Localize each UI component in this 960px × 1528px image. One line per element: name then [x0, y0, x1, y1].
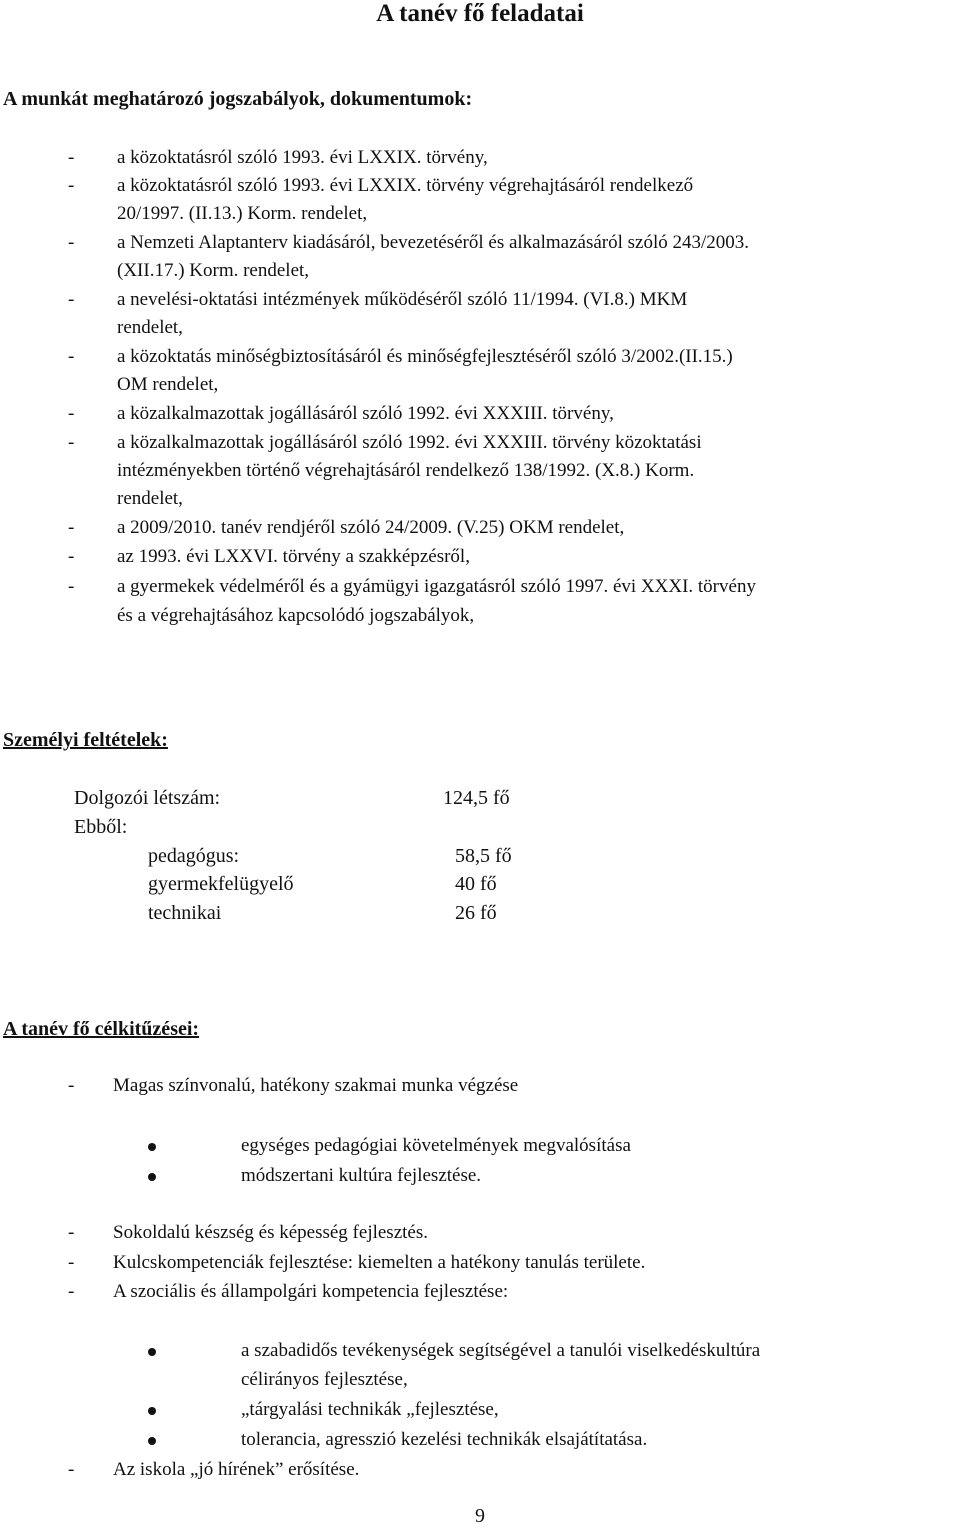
goal-subitem: módszertani kultúra fejlesztése.	[241, 1165, 482, 1186]
staff-row-value: 58,5 fő	[455, 845, 512, 867]
goal-subitem: egységes pedagógiai követelmények megvalósítása	[241, 1135, 631, 1156]
list-dash: -	[68, 346, 75, 367]
staff-row-label: technikai	[148, 902, 222, 924]
list-dash: -	[68, 175, 75, 196]
goal-subitem-continued: célirányos fejlesztése,	[241, 1369, 408, 1390]
list-dash: -	[68, 546, 75, 567]
list-item: a 2009/2010. tanév rendjéről szóló 24/2009. (V.25) OKM rendelet,	[117, 517, 625, 538]
list-item-continued: intézményekben történő végrehajtásáról rendelkező 138/1992. (X.8.) Korm.	[117, 460, 695, 481]
goal-subitem: tolerancia, agresszió kezelési technikák elsajátítatása.	[241, 1429, 648, 1450]
list-item-continued: 20/1997. (II.13.) Korm. rendelet,	[117, 203, 368, 224]
goal-item: Az iskola „jó hírének” erősítése.	[113, 1459, 360, 1480]
list-item-continued: OM rendelet,	[117, 374, 219, 395]
list-dash: -	[68, 1252, 75, 1273]
list-item: a közoktatásról szóló 1993. évi LXXIX. törvény végrehajtásáról rendelkező	[117, 175, 694, 196]
list-item: a közoktatásról szóló 1993. évi LXXIX. törvény,	[117, 147, 488, 168]
list-item: a Nemzeti Alaptanterv kiadásáról, bevezetéséről és alkalmazásáról szóló 243/2003.	[117, 232, 750, 253]
goal-item: A szociális és állampolgári kompetencia fejlesztése:	[113, 1281, 509, 1302]
staff-total-value: 124,5 fő	[443, 787, 510, 809]
laws-heading: A munkát meghatározó jogszabályok, dokumentumok:	[3, 88, 473, 110]
staff-row-value: 40 fő	[455, 873, 497, 895]
page-title: A tanév fő feladatai	[376, 0, 584, 27]
staff-row-value: 26 fő	[455, 902, 497, 924]
list-item-continued: (XII.17.) Korm. rendelet,	[117, 260, 310, 281]
list-dash: -	[68, 517, 75, 538]
goal-item: Magas színvonalú, hatékony szakmai munka végzése	[113, 1075, 519, 1096]
list-dash: -	[68, 1075, 75, 1096]
goal-subitem: a szabadidős tevékenységek segítségével a tanulói viselkedéskultúra	[241, 1340, 761, 1361]
bullet-icon	[148, 1173, 156, 1181]
staff-of-which-label: Ebből:	[74, 816, 128, 838]
list-dash: -	[68, 576, 75, 597]
list-dash: -	[68, 1459, 75, 1480]
bullet-icon	[148, 1407, 156, 1415]
goals-heading: A tanév fő célkitűzései:	[3, 1018, 200, 1040]
list-item: a nevelési-oktatási intézmények működéséről szóló 11/1994. (VI.8.) MKM	[117, 289, 688, 310]
list-dash: -	[68, 432, 75, 453]
list-item: a közalkalmazottak jogállásáról szóló 1992. évi XXXIII. törvény közoktatási	[117, 432, 702, 453]
list-item: a gyermekek védelméről és a gyámügyi igazgatásról szóló 1997. évi XXXI. törvény	[117, 576, 756, 597]
list-item-continued: rendelet,	[117, 488, 183, 509]
list-dash: -	[68, 1281, 75, 1302]
goal-subitem: „tárgyalási technikák „fejlesztése,	[241, 1399, 499, 1420]
list-item-continued: rendelet,	[117, 317, 183, 338]
bullet-icon	[148, 1143, 156, 1151]
goal-item: Sokoldalú készség és képesség fejlesztés.	[113, 1222, 428, 1243]
list-item: az 1993. évi LXXVI. törvény a szakképzésről,	[117, 546, 470, 567]
staff-heading: Személyi feltételek:	[3, 729, 168, 751]
staff-row-label: pedagógus:	[148, 845, 240, 867]
list-dash: -	[68, 1222, 75, 1243]
list-dash: -	[68, 289, 75, 310]
list-item: a közoktatás minőségbiztosításáról és minőségfejlesztéséről szóló 3/2002.(II.15.)	[117, 346, 733, 367]
staff-row-label: gyermekfelügyelő	[148, 873, 294, 895]
page-number: 9	[475, 1505, 485, 1527]
list-item: a közalkalmazottak jogállásáról szóló 1992. évi XXXIII. törvény,	[117, 403, 614, 424]
staff-total-label: Dolgozói létszám:	[74, 787, 221, 809]
bullet-icon	[148, 1437, 156, 1445]
list-dash: -	[68, 403, 75, 424]
goal-item: Kulcskompetenciák fejlesztése: kiemelten a hatékony tanulás területe.	[113, 1252, 646, 1273]
list-dash: -	[68, 232, 75, 253]
list-item-continued: és a végrehajtásához kapcsolódó jogszabályok,	[117, 605, 475, 626]
bullet-icon	[148, 1348, 156, 1356]
list-dash: -	[68, 147, 75, 168]
